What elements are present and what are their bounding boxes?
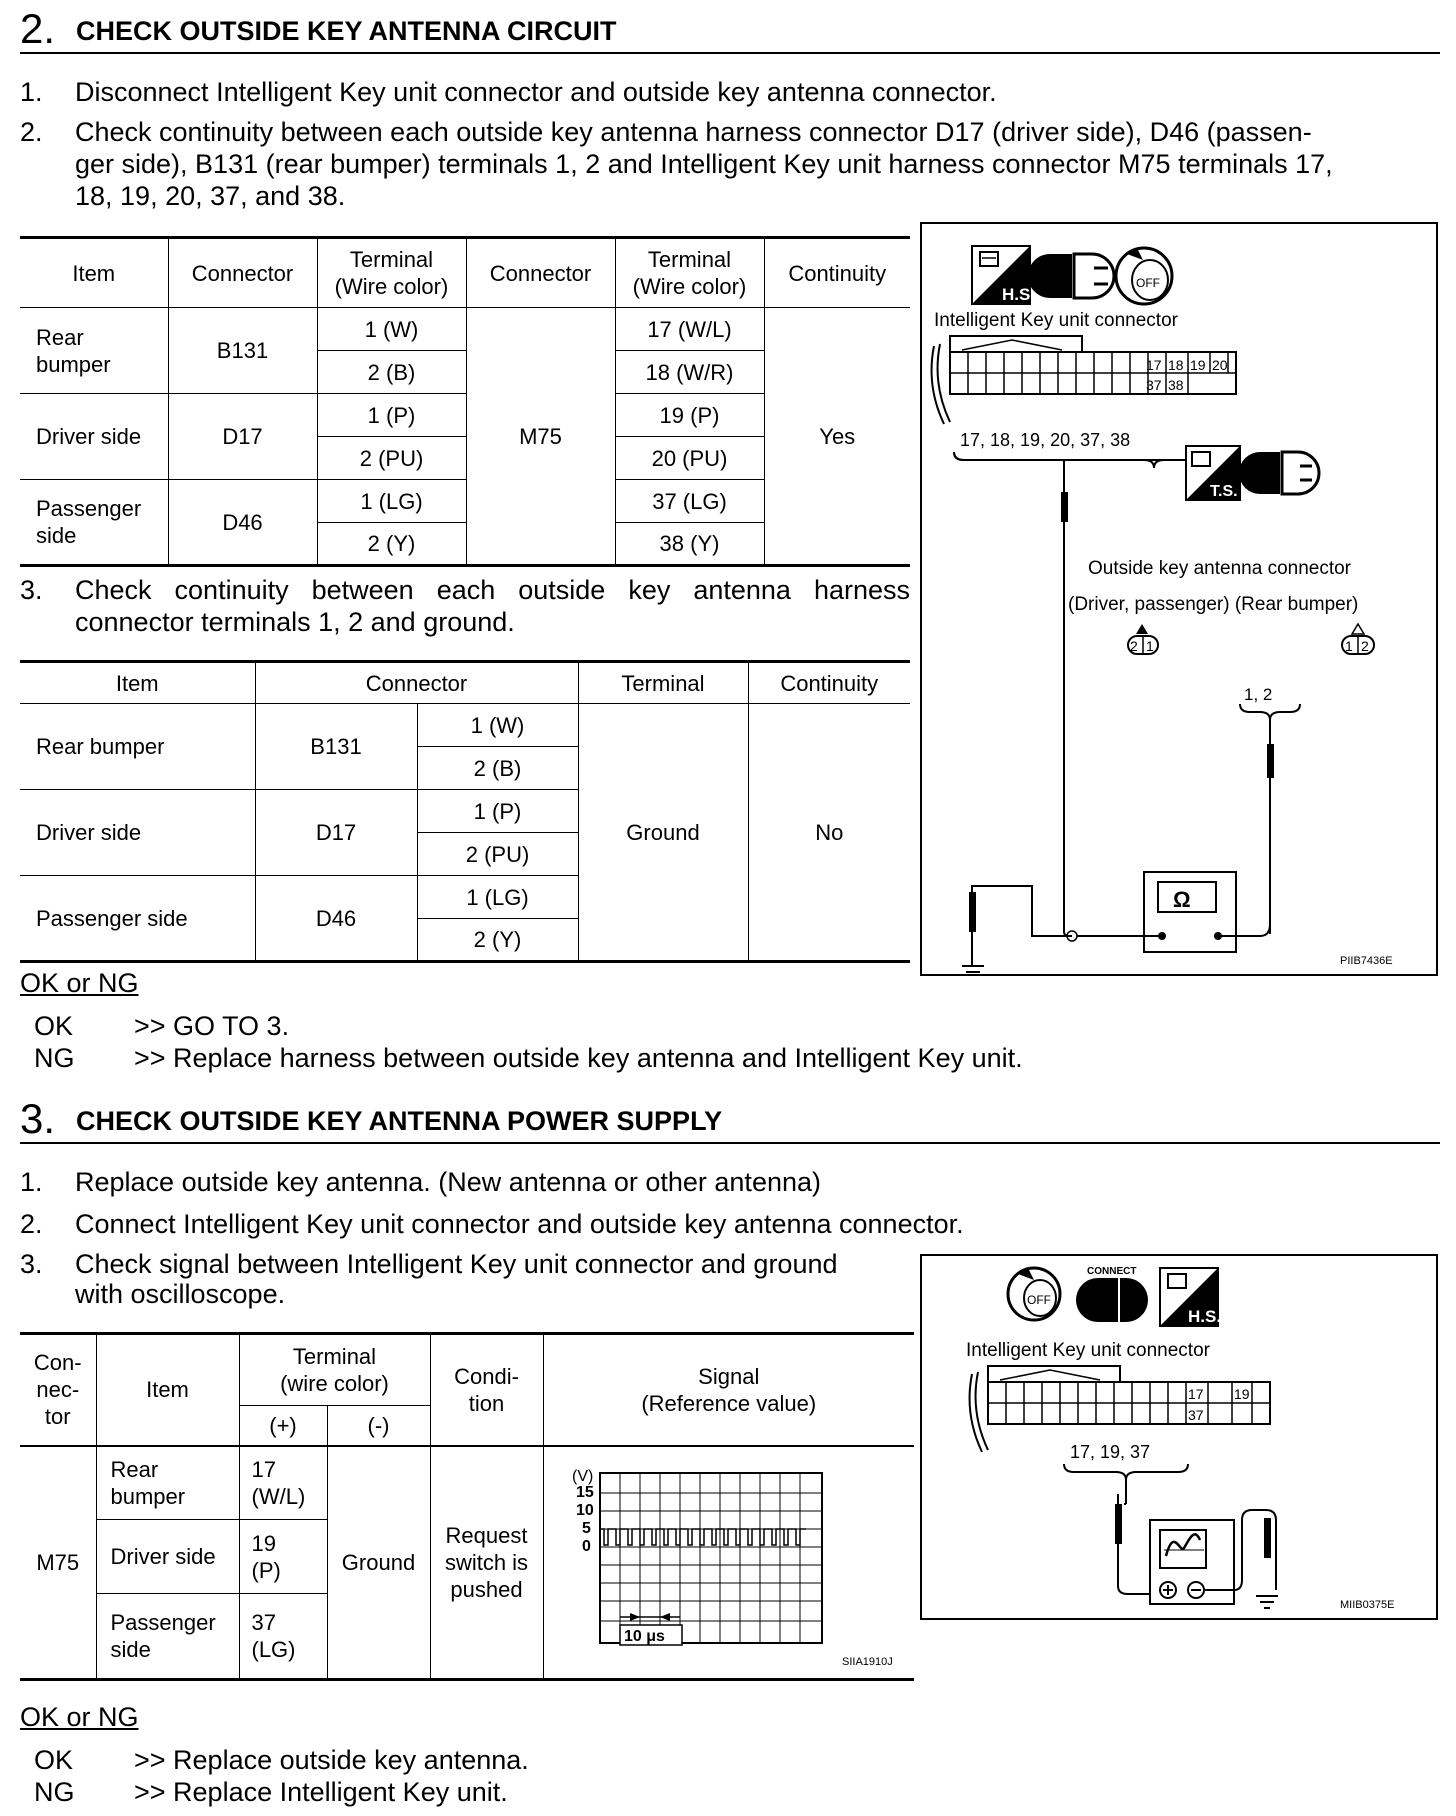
cell-terminal: 1 (W) xyxy=(417,704,578,747)
cell-item-l2: bumper xyxy=(110,1483,186,1509)
pin-label: 2 xyxy=(1130,638,1138,654)
table-row xyxy=(20,308,910,351)
ignition-off-icon xyxy=(1008,1268,1060,1320)
cell-item: Driver side xyxy=(96,1520,239,1594)
pin-label: 17 xyxy=(1188,1386,1204,1402)
cell-item-l1: Rear xyxy=(36,324,84,350)
continuity-table-ground xyxy=(20,660,910,963)
header-signal-l2: (Reference value) xyxy=(641,1390,817,1416)
ts-label: T.S. xyxy=(1210,483,1238,500)
header-connector-l3: tor xyxy=(44,1404,71,1430)
cell-condition-l2: switch is xyxy=(444,1549,529,1575)
cell-condition xyxy=(430,1446,543,1680)
step-number: 1. xyxy=(20,1167,43,1197)
pin-label: 19 xyxy=(1190,357,1206,373)
cell-item-l2: side xyxy=(110,1637,151,1662)
cell-pin-wire: (LG) xyxy=(251,1637,296,1662)
off-label: OFF xyxy=(1027,1293,1051,1307)
continuity-table-m75 xyxy=(20,236,910,567)
cell-item xyxy=(96,1446,239,1520)
figure-continuity-check xyxy=(920,222,1438,976)
antenna-connector-icon xyxy=(1239,452,1319,494)
cell-item: Driver side xyxy=(20,790,255,876)
cell-item-l2: side xyxy=(36,523,77,548)
cell-terminal: 1 (LG) xyxy=(317,480,466,523)
ok-ng-title: OK or NG xyxy=(20,968,139,998)
header-signal-l1: Signal xyxy=(698,1363,760,1389)
unit-connector-label: Intelligent Key unit connector xyxy=(966,1340,1210,1361)
pin-label: 1 xyxy=(1146,638,1154,654)
step-3 xyxy=(20,1248,910,1312)
pin-label: 2 xyxy=(1361,638,1369,654)
antenna-connector-label: Outside key antenna connector xyxy=(1088,558,1352,579)
section-title: CHECK OUTSIDE KEY ANTENNA CIRCUIT xyxy=(76,16,617,46)
header-terminal-l2: (Wire color) xyxy=(334,274,449,299)
terminals-label: 17, 19, 37 xyxy=(1070,1442,1151,1462)
cell-terminal: 2 (PU) xyxy=(317,437,466,480)
cell-pin xyxy=(239,1594,327,1680)
terminals-label: 17, 18, 19, 20, 37, 38 xyxy=(960,430,1131,450)
cell-terminal: 2 (B) xyxy=(417,747,578,790)
pin-pair-driver xyxy=(1128,624,1158,654)
cell-pin-number: 19 xyxy=(251,1530,276,1556)
section-3-header xyxy=(20,1096,1440,1144)
cell-terminal: 1 (W) xyxy=(317,308,466,351)
step-2 xyxy=(20,116,1440,216)
header-connector-l2: nec- xyxy=(36,1377,80,1403)
cell-pin-wire: (W/L) xyxy=(251,1483,306,1509)
step-text-line: Check continuity between each outside key antenna harness connector D17 (driver side), D46 (passen- xyxy=(75,117,1312,147)
section-title: CHECK OUTSIDE KEY ANTENNA POWER SUPPLY xyxy=(76,1106,723,1136)
cell-minus: Ground xyxy=(327,1446,430,1680)
cell-connector: B131 xyxy=(255,704,417,790)
oscilloscope-icon xyxy=(1150,1520,1234,1604)
pin-pair-rear xyxy=(1342,624,1374,654)
signal-diagram xyxy=(922,1256,1436,1618)
header-connector-l1: Con- xyxy=(33,1350,82,1376)
ng-line xyxy=(34,1042,1234,1074)
cell-terminal: 2 (Y) xyxy=(417,919,578,962)
cell-terminal-b: 19 (P) xyxy=(615,394,764,437)
cell-item-l1: Passenger xyxy=(110,1610,216,1635)
header-connector xyxy=(20,1334,96,1446)
header-terminal-l1: Terminal xyxy=(292,1344,377,1369)
step-text-line: ger side), B131 (rear bumper) terminals 1, 2 and Intelligent Key unit harness connector M75 terminals 17, xyxy=(75,149,1333,179)
cell-terminal: 2 (PU) xyxy=(417,833,578,876)
header-item: Item xyxy=(96,1334,239,1446)
step-text-line: 18, 19, 20, 37, and 38. xyxy=(75,181,346,211)
cell-item xyxy=(96,1594,239,1680)
step-1 xyxy=(20,76,1440,108)
cell-condition-l1: Request xyxy=(445,1522,528,1548)
ng-line xyxy=(34,1776,1134,1808)
header-item: Item xyxy=(20,662,255,704)
header-terminal: Terminal xyxy=(578,662,748,704)
cell-item-l2: bumper xyxy=(36,351,111,377)
connect-label: CONNECT xyxy=(1087,1266,1137,1277)
antenna-connector-sublabel: (Driver, passenger) (Rear bumper) xyxy=(1068,594,1359,615)
meter-symbol: Ω xyxy=(1173,887,1191,912)
pin-label: 20 xyxy=(1212,357,1228,373)
ok-key: OK xyxy=(34,1745,74,1775)
cell-item: Rear bumper xyxy=(20,704,255,790)
step-text-line: Check continuity between each outside key antenna harness xyxy=(75,575,910,605)
cell-pin-wire: (P) xyxy=(251,1557,281,1583)
cell-connector: D46 xyxy=(255,876,417,962)
header-continuity: Continuity xyxy=(748,662,910,704)
step-text-line: with oscilloscope. xyxy=(75,1279,286,1309)
cell-connector: D17 xyxy=(255,790,417,876)
cell-connector: B131 xyxy=(168,308,317,394)
ng-text: >> Replace Intelligent Key unit. xyxy=(134,1777,508,1807)
cell-item xyxy=(20,480,168,566)
pin-label: 19 xyxy=(1234,1386,1250,1402)
cell-item: Passenger side xyxy=(20,876,255,962)
cell-item-l1: Rear xyxy=(110,1456,159,1482)
signal-check-table xyxy=(20,1332,914,1681)
off-label: OFF xyxy=(1136,276,1160,290)
ground-icon xyxy=(962,966,984,974)
header-terminal-b xyxy=(615,238,764,308)
cell-continuity: Yes xyxy=(764,308,910,566)
ok-key: OK xyxy=(34,1011,74,1041)
header-terminal xyxy=(239,1334,430,1406)
table-row xyxy=(20,1446,914,1520)
cell-terminal-b: 20 (PU) xyxy=(615,437,764,480)
hs-label: H.S. xyxy=(1188,1307,1222,1326)
scope-time: 10 μs xyxy=(623,1627,665,1645)
step-number: 2. xyxy=(20,117,43,147)
header-connector-b: Connector xyxy=(466,238,615,308)
step-text: Disconnect Intelligent Key unit connector and outside key antenna connector. xyxy=(75,77,997,107)
hs-icon xyxy=(972,246,1035,304)
header-minus: (-) xyxy=(327,1406,430,1446)
ok-text: >> Replace outside key antenna. xyxy=(134,1745,529,1775)
cell-pin-number: 37 xyxy=(251,1610,276,1635)
cell-signal xyxy=(543,1446,914,1680)
pin-label: 1 xyxy=(1345,638,1353,654)
scope-tick: 15 xyxy=(575,1483,594,1501)
ng-key: NG xyxy=(34,1043,75,1073)
header-condition-l1: Condi- xyxy=(454,1363,519,1389)
header-terminal-b-l1: Terminal xyxy=(647,247,732,272)
header-condition xyxy=(430,1334,543,1446)
cell-connector-b: M75 xyxy=(466,308,615,566)
probe-label: 1, 2 xyxy=(1244,685,1273,704)
ok-ng-title: OK or NG xyxy=(20,1702,139,1732)
header-continuity: Continuity xyxy=(764,238,910,308)
header-plus: (+) xyxy=(239,1406,327,1446)
figure-code: MIIB0375E xyxy=(1340,1599,1395,1611)
pin-label: 37 xyxy=(1188,1407,1204,1423)
cell-terminal-b: 38 (Y) xyxy=(615,523,764,566)
ground-icon xyxy=(1256,1596,1278,1608)
step-text-line: connector terminals 1, 2 and ground. xyxy=(75,607,515,637)
ok-line xyxy=(34,1744,1134,1776)
cell-terminal: 2 (Y) xyxy=(317,523,466,566)
step-text: Replace outside key antenna. (New antenna or other antenna) xyxy=(75,1167,821,1197)
scope-tick: 5 xyxy=(581,1519,591,1537)
header-terminal-l2: (wire color) xyxy=(280,1371,389,1396)
scope-code: SIIA1910J xyxy=(841,1655,893,1668)
section-number: 3. xyxy=(20,1095,56,1142)
cell-pin xyxy=(239,1446,327,1520)
figure-signal-check xyxy=(920,1254,1438,1620)
scope-tick: 10 xyxy=(575,1501,594,1519)
step-text-line: Check signal between Intelligent Key unit connector and ground xyxy=(75,1249,838,1279)
pin-label: 18 xyxy=(1168,357,1184,373)
header-terminal xyxy=(317,238,466,308)
header-terminal-l1: Terminal xyxy=(349,247,434,272)
pin-label: 17 xyxy=(1146,357,1162,373)
scope-tick: 0 xyxy=(581,1537,591,1555)
cell-item-l1: Passenger xyxy=(36,496,142,521)
step-number: 1. xyxy=(20,77,43,107)
cell-connector: D17 xyxy=(168,394,317,480)
cell-terminal: 2 (B) xyxy=(317,351,466,394)
header-condition-l2: tion xyxy=(468,1390,505,1416)
cell-terminal-b: 37 (LG) xyxy=(615,480,764,523)
step-number: 2. xyxy=(20,1209,43,1239)
cell-item xyxy=(20,308,168,394)
hs-label: H.S. xyxy=(1002,285,1036,304)
cell-terminal: 1 (P) xyxy=(317,394,466,437)
header-connector: Connector xyxy=(255,662,578,704)
cell-condition-l3: pushed xyxy=(450,1576,523,1602)
cell-terminal-b: 17 (W/L) xyxy=(615,308,764,351)
pin-label: 37 xyxy=(1146,377,1162,393)
step-text: Connect Intelligent Key unit connector and outside key antenna connector. xyxy=(75,1209,964,1239)
cell-continuity: No xyxy=(748,704,910,962)
ohmmeter-icon xyxy=(1144,872,1236,952)
connector-icon xyxy=(1028,254,1114,298)
cell-connector: D46 xyxy=(168,480,317,566)
unit-connector-drawing xyxy=(970,1366,1270,1452)
step-number: 3. xyxy=(20,575,43,605)
cell-connector: M75 xyxy=(20,1446,96,1680)
ts-icon xyxy=(1186,446,1240,500)
ng-text: >> Replace harness between outside key antenna and Intelligent Key unit. xyxy=(134,1043,1023,1073)
unit-connector-drawing xyxy=(932,336,1236,424)
hs-icon xyxy=(1160,1268,1221,1326)
step-1 xyxy=(20,1166,1440,1198)
cell-terminal-b: 18 (W/R) xyxy=(615,351,764,394)
unit-connector-label: Intelligent Key unit connector xyxy=(934,310,1178,331)
cell-item: Driver side xyxy=(20,394,168,480)
ok-line xyxy=(34,1010,1134,1042)
section-2-header xyxy=(20,6,1440,54)
step-2 xyxy=(20,1208,1440,1240)
cell-ground: Ground xyxy=(578,704,748,962)
cell-terminal: 1 (LG) xyxy=(417,876,578,919)
header-item: Item xyxy=(20,238,168,308)
header-terminal-b-l2: (Wire color) xyxy=(632,274,747,299)
continuity-diagram xyxy=(922,224,1436,974)
ignition-off-icon xyxy=(1116,248,1172,304)
header-connector: Connector xyxy=(168,238,317,308)
step-number: 3. xyxy=(20,1249,43,1279)
scope-unit: (V) xyxy=(571,1467,593,1485)
ng-key: NG xyxy=(34,1777,75,1807)
cell-pin xyxy=(239,1520,327,1594)
figure-code: PIIB7436E xyxy=(1340,955,1393,967)
step-3 xyxy=(20,574,910,638)
oscilloscope-waveform xyxy=(572,1459,912,1669)
section-number: 2. xyxy=(20,5,56,52)
header-signal xyxy=(543,1334,914,1446)
table-row xyxy=(20,704,910,747)
pin-label: 38 xyxy=(1168,377,1184,393)
connector-icon xyxy=(1076,1278,1148,1322)
ok-text: >> GO TO 3. xyxy=(134,1011,290,1041)
cell-pin-number: 17 xyxy=(251,1456,276,1482)
cell-terminal: 1 (P) xyxy=(417,790,578,833)
